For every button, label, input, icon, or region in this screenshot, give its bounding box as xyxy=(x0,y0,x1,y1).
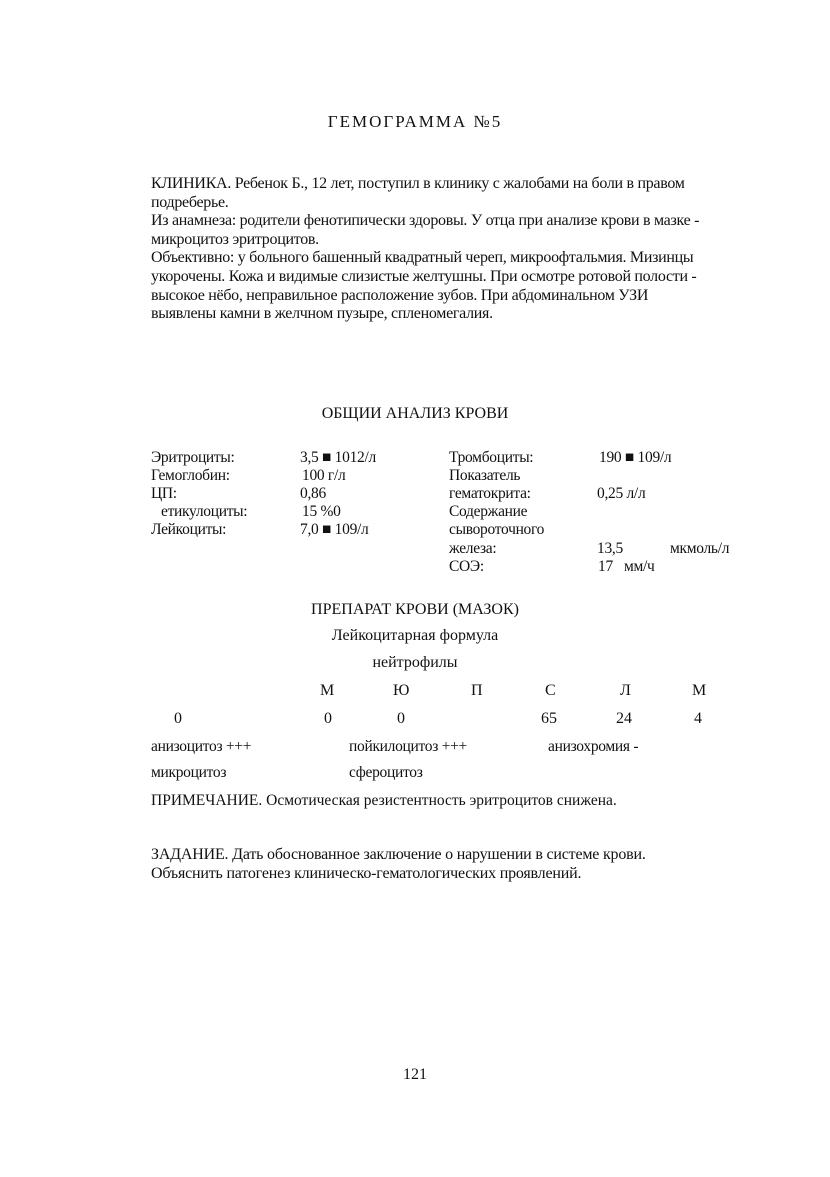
morphology-anisochromia: анизохромия - xyxy=(548,738,639,755)
formula-header-mono: М xyxy=(692,682,707,699)
serum-iron-unit: мкмоль/л xyxy=(670,540,730,557)
color-index-label: ЦП: xyxy=(151,485,177,502)
hemoglobin-value: 100 г/л xyxy=(302,467,346,484)
formula-header-m: М xyxy=(320,682,335,699)
leukocytes-label: Лейкоциты: xyxy=(151,521,227,538)
hematocrit-label: Показатель xyxy=(449,467,521,484)
formula-header-p: П xyxy=(471,682,483,699)
formula-value: 0 xyxy=(174,710,182,727)
neutrophils-heading: нейтрофилы xyxy=(372,654,458,671)
esr-unit: мм/ч xyxy=(624,558,655,575)
leukocytes-value: 7,0 ■ 109/л xyxy=(300,521,369,538)
formula-header-s: С xyxy=(545,682,556,699)
esr-value: 17 xyxy=(598,558,613,575)
morphology-microcytosis: микроцитоз xyxy=(151,764,227,781)
note: ПРИМЕЧАНИЕ. Осмотическая резистентность эритроцитов снижена. xyxy=(151,792,617,809)
formula-value: 0 xyxy=(397,710,405,727)
task xyxy=(151,846,646,883)
serum-iron-label: железа: xyxy=(449,540,497,557)
platelets-label: Тромбоциты: xyxy=(449,449,534,466)
cbc-heading: ОБЩИИ АНАЛИЗ КРОВИ xyxy=(321,405,509,422)
formula-value: 0 xyxy=(324,710,332,727)
leukocyte-formula-heading: Лейкоцитарная формула xyxy=(331,627,499,644)
hematocrit-label: гематокрита: xyxy=(449,485,531,502)
clinic-line: высокое нёбо, неправильное расположение зубов. При абдоминальном УЗИ xyxy=(151,286,649,304)
smear-heading: ПРЕПАРАТ КРОВИ (МАЗОК) xyxy=(311,601,519,618)
reticulocytes-value: 15 %0 xyxy=(302,503,341,520)
morphology-poikilocytosis: пойкилоцитоз +++ xyxy=(349,738,467,755)
clinic-line: Из анамнеза: родители фенотипически здоровы. У отца при анализе крови в мазке - xyxy=(151,212,700,230)
document-title: ГЕМОГРАММА №5 xyxy=(327,112,503,131)
clinic-line: подреберье. xyxy=(151,193,229,211)
page-number: 121 xyxy=(403,1066,427,1083)
platelets-value: 190 ■ 109/л xyxy=(599,449,672,466)
erythrocytes-value: 3,5 ■ 1012/л xyxy=(300,449,376,466)
morphology-anisocytosis: анизоцитоз +++ xyxy=(151,738,252,755)
formula-value: 65 xyxy=(541,710,557,727)
clinic-line: укорочены. Кожа и видимые слизистые желтушны. При осмотре ротовой полости - xyxy=(151,267,697,285)
clinic-line: микроцитоз эритроцитов. xyxy=(151,230,319,248)
formula-value: 4 xyxy=(694,710,702,727)
reticulocytes-label: етикулоциты: xyxy=(161,503,248,520)
clinical-description xyxy=(151,175,751,324)
esr-label: СОЭ: xyxy=(449,558,484,575)
serum-iron-label: сывороточного xyxy=(449,521,545,538)
formula-header-yu: Ю xyxy=(393,682,410,699)
erythrocytes-label: Эритроциты: xyxy=(151,449,235,466)
clinic-line: выявлены камни в желчном пузыре, спленомегалия. xyxy=(151,305,493,323)
serum-iron-label: Содержание xyxy=(449,503,528,520)
formula-value: 24 xyxy=(616,710,632,727)
task-line: ЗАДАНИЕ. Дать обоснованное заключение о нарушении в системе крови. xyxy=(151,846,646,863)
clinic-line: Объективно: у больного башенный квадратный череп, микроофтальмия. Мизинцы xyxy=(151,249,694,267)
hemoglobin-label: Гемоглобин: xyxy=(151,467,230,484)
clinic-line: КЛИНИКА. Ребенок Б., 12 лет, поступил в клинику с жалобами на боли в правом xyxy=(151,175,685,192)
serum-iron-value: 13,5 xyxy=(597,540,623,557)
morphology-spherocytosis: сфероцитоз xyxy=(349,764,423,781)
task-line: Объяснить патогенез клиническо-гематологических проявлений. xyxy=(151,864,582,882)
color-index-value: 0,86 xyxy=(300,485,326,502)
formula-header-l: Л xyxy=(620,682,631,699)
hematocrit-value: 0,25 л/л xyxy=(597,485,646,502)
